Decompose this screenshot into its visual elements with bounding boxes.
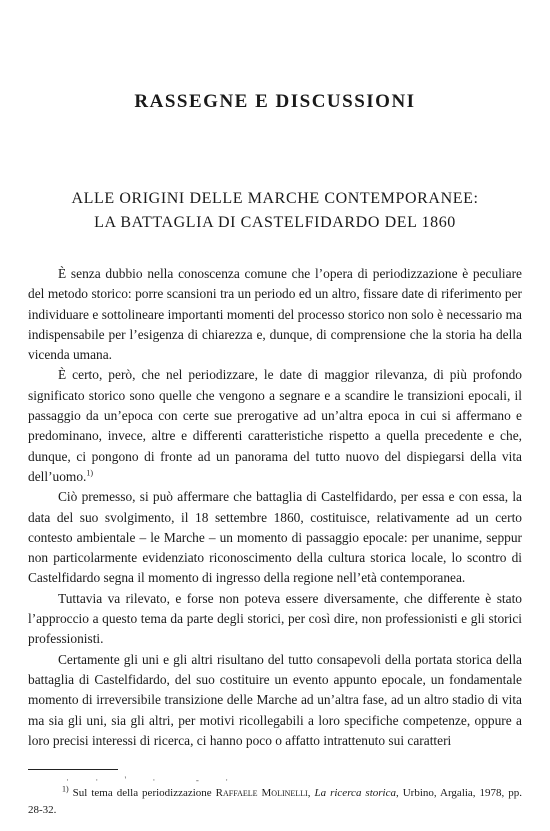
scan-smudge: · · ' · - ·: [66, 775, 241, 785]
footnote-rule: [28, 769, 118, 770]
article-title-line-2: LA BATTAGLIA DI CASTELFIDARDO DEL 1860: [94, 214, 456, 231]
footnote-work-title: La ricerca storica: [314, 787, 396, 799]
paragraph-3: Ciò premesso, si può affermare che battaglia di Castelfidardo, per essa e con essa, la data del suo svolgimento, il 18 settembre 1860, costituisce, relativamente ad un certo contesto ambientale – le Marche – un momento di passaggio epocale: per unanime, seppur non particolarmente evidenziato riconoscimento della cultura storica locale, lo scontro di Castelfidardo segna il momento di ingresso della regione nell’età contemporanea.: [28, 489, 522, 586]
article-title-line-1: ALLE ORIGINI DELLE MARCHE CONTEMPORANEE:: [71, 190, 479, 207]
footnote-text-after: , Urbino, Argalia, 1978, pp. 28-32.: [28, 787, 523, 816]
paragraph-2: [28, 365, 522, 487]
footnote-marker: 1): [62, 784, 69, 794]
footnote-separator: ,: [307, 787, 315, 799]
section-title: RASSEGNE E DISCUSSIONI: [134, 91, 416, 112]
footnote-author: Raffaele Molinelli: [215, 787, 308, 799]
paragraph-2-text: È certo, però, che nel periodizzare, le date di maggior rilevanza, di più profondo significato storico sono quelle che vengono a segnare e a scandire le transizioni epocali, il passaggio da un’epoca con certe sue prerogative ad un’altra epoca in cui si affermano e predominano, invece, altre e differenti caratteristiche rispetto a quella precedente e che, dunque, ci pongono di fronte ad un panorama del tutto nuovo del dispiegarsi della vita dell’uomo.: [28, 367, 522, 484]
paragraph-5: Certamente gli uni e gli altri risultano del tutto consapevoli della portata storica della battaglia di Castelfidardo, del suo costituire un evento appunto epocale, un fondamentale momento di irreversibile transizione delle Marche ad un’altra fase, ad un altro stadio di vita ma sia gli uni, sia gli altri, per motivi ricollegabili a loro specifiche competenze, oppure a loro precisi interessi di ricerca, ci hanno poco o affatto intrattenuto sui caratteri: [28, 651, 522, 748]
paragraph-1: È senza dubbio nella conoscenza comune che l’opera di periodizzazione è peculiare del metodo storico: porre scansioni tra un periodo ed un altro, fissare date di riferimento per individuare e sottolineare importanti momenti del processo storico non solo è necessario ma indispensabile per l’esigenza di chiarezza e, dunque, di comprensione che la storia ha della vicenda umana.: [28, 266, 522, 363]
paragraph-4: Tuttavia va rilevato, e forse non poteva essere diversamente, che differente è stato l’approccio a questo tema da parte degli storici, per così dire, non professionisti e gli storici professionisti.: [28, 590, 522, 647]
article-title: [0, 187, 550, 235]
footnote-reference: 1): [86, 468, 94, 478]
footnote-text-before: Sul tema della periodizzazione: [72, 787, 216, 799]
footnote: [28, 785, 522, 819]
article-body: [28, 264, 522, 751]
